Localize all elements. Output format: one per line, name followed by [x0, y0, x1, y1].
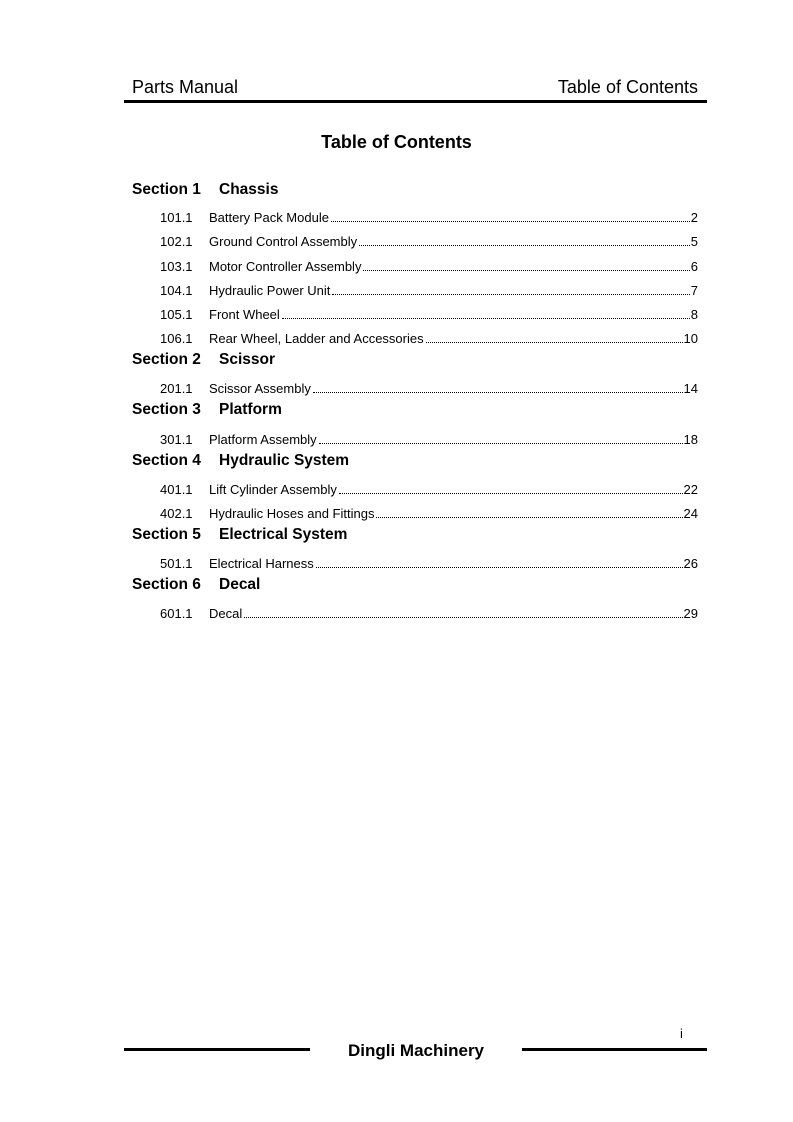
toc-entry[interactable]	[132, 275, 698, 299]
toc-entry[interactable]	[132, 323, 698, 347]
entry-page-number: 10	[683, 331, 698, 347]
toc-entry[interactable]	[132, 498, 698, 522]
dot-leader	[363, 270, 689, 271]
entry-title: Hydraulic Hoses and Fittings	[209, 505, 375, 521]
section-number: Section 4	[132, 451, 201, 469]
toc-section-heading[interactable]	[132, 178, 698, 202]
section-number: Section 6	[132, 576, 201, 594]
entry-page-number: 2	[690, 210, 698, 226]
section-number: Section 5	[132, 525, 201, 543]
entry-number: 101.1	[160, 210, 193, 226]
toc-section-heading[interactable]	[132, 448, 698, 474]
entry-title: Decal	[209, 606, 243, 622]
dot-leader	[282, 318, 690, 319]
entry-title: Rear Wheel, Ladder and Accessories	[209, 331, 424, 347]
dot-leader	[319, 443, 683, 444]
toc-entry[interactable]	[132, 299, 698, 323]
section-title: Decal	[219, 576, 261, 594]
toc-entry[interactable]	[132, 226, 698, 250]
section-title: Hydraulic System	[219, 451, 350, 469]
entry-title: Lift Cylinder Assembly	[209, 481, 337, 497]
entry-number: 201.1	[160, 381, 193, 397]
entry-page-number: 24	[683, 505, 698, 521]
dot-leader	[426, 342, 683, 343]
entry-number: 401.1	[160, 481, 193, 497]
toc-section-heading[interactable]	[132, 522, 698, 548]
entry-page-number: 5	[690, 234, 698, 250]
dot-leader	[339, 493, 683, 494]
entry-title: Platform Assembly	[209, 431, 317, 447]
entry-title: Motor Controller Assembly	[209, 258, 362, 274]
page-title: Table of Contents	[321, 132, 472, 152]
toc-section-heading[interactable]	[132, 572, 698, 598]
dot-leader	[313, 392, 683, 393]
dot-leader	[332, 294, 689, 295]
footer-page-number: i	[680, 1026, 683, 1041]
toc-entry[interactable]	[132, 598, 698, 622]
toc-section-heading[interactable]	[132, 397, 698, 423]
entry-number: 104.1	[160, 282, 193, 298]
entry-page-number: 29	[683, 606, 698, 622]
page-header	[124, 76, 707, 103]
header-section-name: Table of Contents	[557, 77, 698, 97]
toc-entry[interactable]	[132, 373, 698, 397]
entry-number: 402.1	[160, 505, 193, 521]
toc-entry[interactable]	[132, 423, 698, 447]
section-title: Electrical System	[219, 525, 348, 543]
entry-title: Scissor Assembly	[209, 381, 311, 397]
entry-number: 105.1	[160, 306, 193, 322]
dot-leader	[376, 517, 682, 518]
entry-number: 301.1	[160, 431, 193, 447]
table-of-contents	[132, 178, 698, 622]
entry-page-number: 6	[690, 258, 698, 274]
entry-title: Ground Control Assembly	[209, 234, 358, 250]
section-title: Platform	[219, 401, 282, 419]
entry-number: 601.1	[160, 606, 193, 622]
entry-number: 103.1	[160, 258, 193, 274]
dot-leader	[359, 245, 690, 246]
entry-page-number: 18	[683, 431, 698, 447]
footer-company-name: Dingli Machinery	[347, 1041, 485, 1060]
entry-title: Electrical Harness	[209, 556, 314, 572]
entry-number: 106.1	[160, 331, 193, 347]
toc-entry[interactable]	[132, 548, 698, 572]
entry-title: Battery Pack Module	[209, 210, 329, 226]
section-title: Chassis	[219, 181, 279, 198]
entry-page-number: 26	[683, 556, 698, 572]
dot-leader	[316, 567, 683, 568]
entry-page-number: 8	[690, 306, 698, 322]
entry-page-number: 7	[690, 282, 698, 298]
footer-rule-left	[124, 1048, 310, 1051]
entry-page-number: 14	[683, 381, 698, 397]
toc-entry[interactable]	[132, 474, 698, 498]
entry-title: Front Wheel	[209, 306, 280, 322]
section-number: Section 1	[132, 181, 201, 198]
dot-leader	[244, 617, 682, 618]
toc-entry[interactable]	[132, 202, 698, 226]
entry-number: 102.1	[160, 234, 193, 250]
footer-rule-right	[522, 1048, 707, 1051]
entry-title: Hydraulic Power Unit	[209, 282, 331, 298]
dot-leader	[331, 221, 690, 222]
header-manual-name: Parts Manual	[132, 77, 239, 97]
entry-number: 501.1	[160, 556, 193, 572]
section-number: Section 2	[132, 351, 201, 369]
section-number: Section 3	[132, 401, 201, 419]
section-title: Scissor	[219, 351, 276, 369]
entry-page-number: 22	[683, 481, 698, 497]
toc-section-heading[interactable]	[132, 347, 698, 373]
toc-entry[interactable]	[132, 250, 698, 274]
